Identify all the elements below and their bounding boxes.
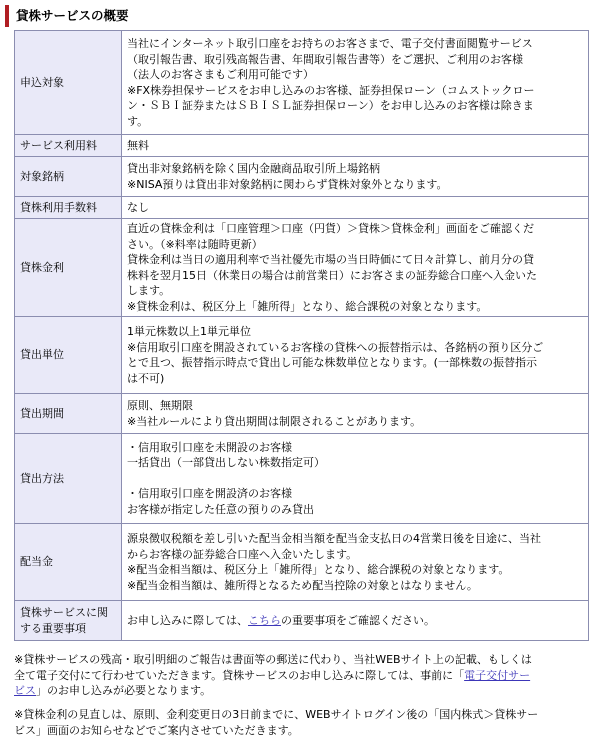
row-content-service-fee bbox=[122, 135, 589, 157]
row-content-important bbox=[122, 601, 589, 641]
table-row-lending-unit bbox=[15, 317, 589, 394]
table-row-target-stocks bbox=[15, 157, 589, 197]
content-line: （取引報告書、取引残高報告書、年間取引報告書等）をご選択、ご利用のお客様 bbox=[127, 52, 523, 66]
note-line bbox=[14, 683, 596, 699]
content-line: ※FX株券担保サービスをお申し込みのお客様、証券担保ローン（コムストックロー bbox=[127, 83, 535, 97]
content-line: ※配当金相当額は、雑所得となるため配当控除の対象とはなりません。 bbox=[127, 578, 478, 592]
row-label-line: 配当金 bbox=[20, 555, 53, 569]
note-text: 全て電子交付にて行わせていただきます。貸株サービスのお申し込みに際しては、事前に「 bbox=[14, 668, 465, 682]
content-line: は不可) bbox=[127, 371, 165, 385]
content-line: ※当社ルールにより貸出期間は制限されることがあります。 bbox=[127, 414, 422, 428]
row-label-service-fee bbox=[15, 135, 122, 157]
table-row-service-fee bbox=[15, 135, 589, 157]
note-line: ※貸株サービスの残高・取引明細のご報告は書面等の郵送に代わり、当社WEBサイト上の記載、もしくは bbox=[14, 653, 532, 666]
row-content-lending-method bbox=[122, 434, 589, 524]
row-label-important bbox=[15, 601, 122, 641]
content-line: 1単元株数以上1単元単位 bbox=[127, 325, 251, 338]
table-row-lending-rate bbox=[15, 219, 589, 317]
content-line: ・信用取引口座を開設済のお客様 bbox=[127, 487, 292, 501]
content-line: 当社にインターネット取引口座をお持ちのお客さまで、電子交付書面閲覧サービス bbox=[127, 37, 533, 50]
content-line: さい。（※料率は随時更新） bbox=[127, 237, 263, 251]
row-content-dividend bbox=[122, 524, 589, 601]
row-label-dividend bbox=[15, 524, 122, 601]
row-label-lending-method bbox=[15, 434, 122, 524]
content-line bbox=[127, 613, 583, 629]
table-row-dividend bbox=[15, 524, 589, 601]
note-rate-review bbox=[14, 707, 596, 738]
content-line: からお客様の証券総合口座へ入金いたします。 bbox=[127, 547, 358, 561]
content-text: の重要事項をご確認ください。 bbox=[281, 613, 435, 627]
content-line: （法人のお客さまもご利用可能です） bbox=[127, 68, 314, 81]
content-line: ※信用取引口座を開設されているお客様の貸株への振替指示は、各銘柄の預り区分ご bbox=[127, 340, 544, 354]
note-electronic-delivery bbox=[14, 652, 596, 699]
table-row-important bbox=[15, 601, 589, 641]
row-label-line: サービス利用料 bbox=[20, 138, 97, 152]
content-line: します。 bbox=[127, 284, 171, 297]
content-line bbox=[127, 471, 583, 487]
content-line: ン・ＳＢＩ証券またはＳＢＩＳＬ証券担保ローン）をお申し込みのお客様は除きま bbox=[127, 99, 534, 112]
row-label-lending-period bbox=[15, 394, 122, 434]
row-label-line: 貸株金利 bbox=[20, 260, 64, 274]
row-content-application bbox=[122, 31, 589, 135]
content-line: 一括貸出（一部貸出しない株数指定可） bbox=[127, 456, 325, 470]
row-label-line: 貸株サービスに関 bbox=[20, 606, 108, 619]
row-label-target-stocks bbox=[15, 157, 122, 197]
row-content-lending-period bbox=[122, 394, 589, 434]
note-line: ビス」画面のお知らせなどでご案内させていただきます。 bbox=[14, 723, 299, 737]
row-label-line: 貸出期間 bbox=[20, 406, 64, 420]
row-label-lending-rate bbox=[15, 219, 122, 317]
content-text: お申し込みに際しては、 bbox=[127, 613, 248, 627]
content-line: ※配当金相当額は、税区分上「雑所得」となり、総合課税の対象となります。 bbox=[127, 563, 510, 576]
electronic-delivery-link-cont[interactable]: ビス bbox=[14, 684, 36, 697]
table-row-lending-period bbox=[15, 394, 589, 434]
row-content-target-stocks bbox=[122, 157, 589, 197]
row-label-line: 貸出方法 bbox=[20, 471, 64, 485]
row-content-lending-unit bbox=[122, 317, 589, 394]
content-line: 直近の貸株金利は「口座管理＞口座（円貨）＞貸株＞貸株金利」画面をご確認くだ bbox=[127, 222, 534, 235]
row-label-lending-fee bbox=[15, 197, 122, 219]
content-line: なし bbox=[127, 200, 149, 214]
section-title: 貸株サービスの概要 bbox=[5, 5, 595, 27]
row-label-line: 貸出単位 bbox=[20, 348, 64, 362]
content-line: ※貸株金利は、税区分上「雑所得」となり、総合課税の対象となります。 bbox=[127, 299, 488, 313]
table-row-lending-fee bbox=[15, 197, 589, 219]
content-line: 原則、無期限 bbox=[127, 399, 193, 412]
table-row-application bbox=[15, 31, 589, 135]
content-line: ※NISA預りは貸出非対象銘柄に関わらず貸株対象外となります。 bbox=[127, 177, 448, 191]
important-matters-link[interactable]: こちら bbox=[248, 613, 281, 627]
content-line: 貸出非対象銘柄を除く国内金融商品取引所上場銘柄 bbox=[127, 162, 380, 175]
row-label-line: 対象銘柄 bbox=[20, 169, 64, 183]
content-line: とで且つ、振替指示時点で貸出し可能な株数単位となります。(一部株数の振替指示 bbox=[127, 356, 537, 369]
table-row-lending-method bbox=[15, 434, 589, 524]
row-label-line: 貸株利用手数料 bbox=[20, 200, 97, 214]
content-line: 源泉徴収税額を差し引いた配当金相当額を配当金支払日の4営業日後を目途に、当社 bbox=[127, 532, 541, 545]
note-line bbox=[14, 668, 596, 684]
content-line: す。 bbox=[127, 114, 149, 128]
row-label-lending-unit bbox=[15, 317, 122, 394]
row-label-application bbox=[15, 31, 122, 135]
service-overview-table bbox=[14, 30, 589, 641]
content-line: お客様が指定した任意の預りのみ貸出 bbox=[127, 502, 314, 516]
content-line: 株料を翌月15日（休業日の場合は前営業日）にお客さまの証券総合口座へ入金いた bbox=[127, 268, 537, 282]
row-label-line: 申込対象 bbox=[20, 75, 64, 89]
content-line: 無料 bbox=[127, 138, 149, 152]
row-content-lending-fee bbox=[122, 197, 589, 219]
row-content-lending-rate bbox=[122, 219, 589, 317]
electronic-delivery-link[interactable]: 電子交付サー bbox=[464, 668, 531, 682]
content-line: 貸株金利は当日の適用利率で当社優先市場の当日時価にて日々計算し、前月分の貸 bbox=[127, 253, 534, 266]
row-label-line: する重要事項 bbox=[20, 621, 86, 635]
content-line: ・信用取引口座を未開設のお客様 bbox=[127, 440, 292, 454]
note-text: 」のお申し込みが必要となります。 bbox=[36, 684, 212, 697]
note-line: ※貸株金利の見直しは、原則、金利変更日の3日前までに、WEBサイトログイン後の「国内株式＞貸株サー bbox=[14, 708, 539, 721]
